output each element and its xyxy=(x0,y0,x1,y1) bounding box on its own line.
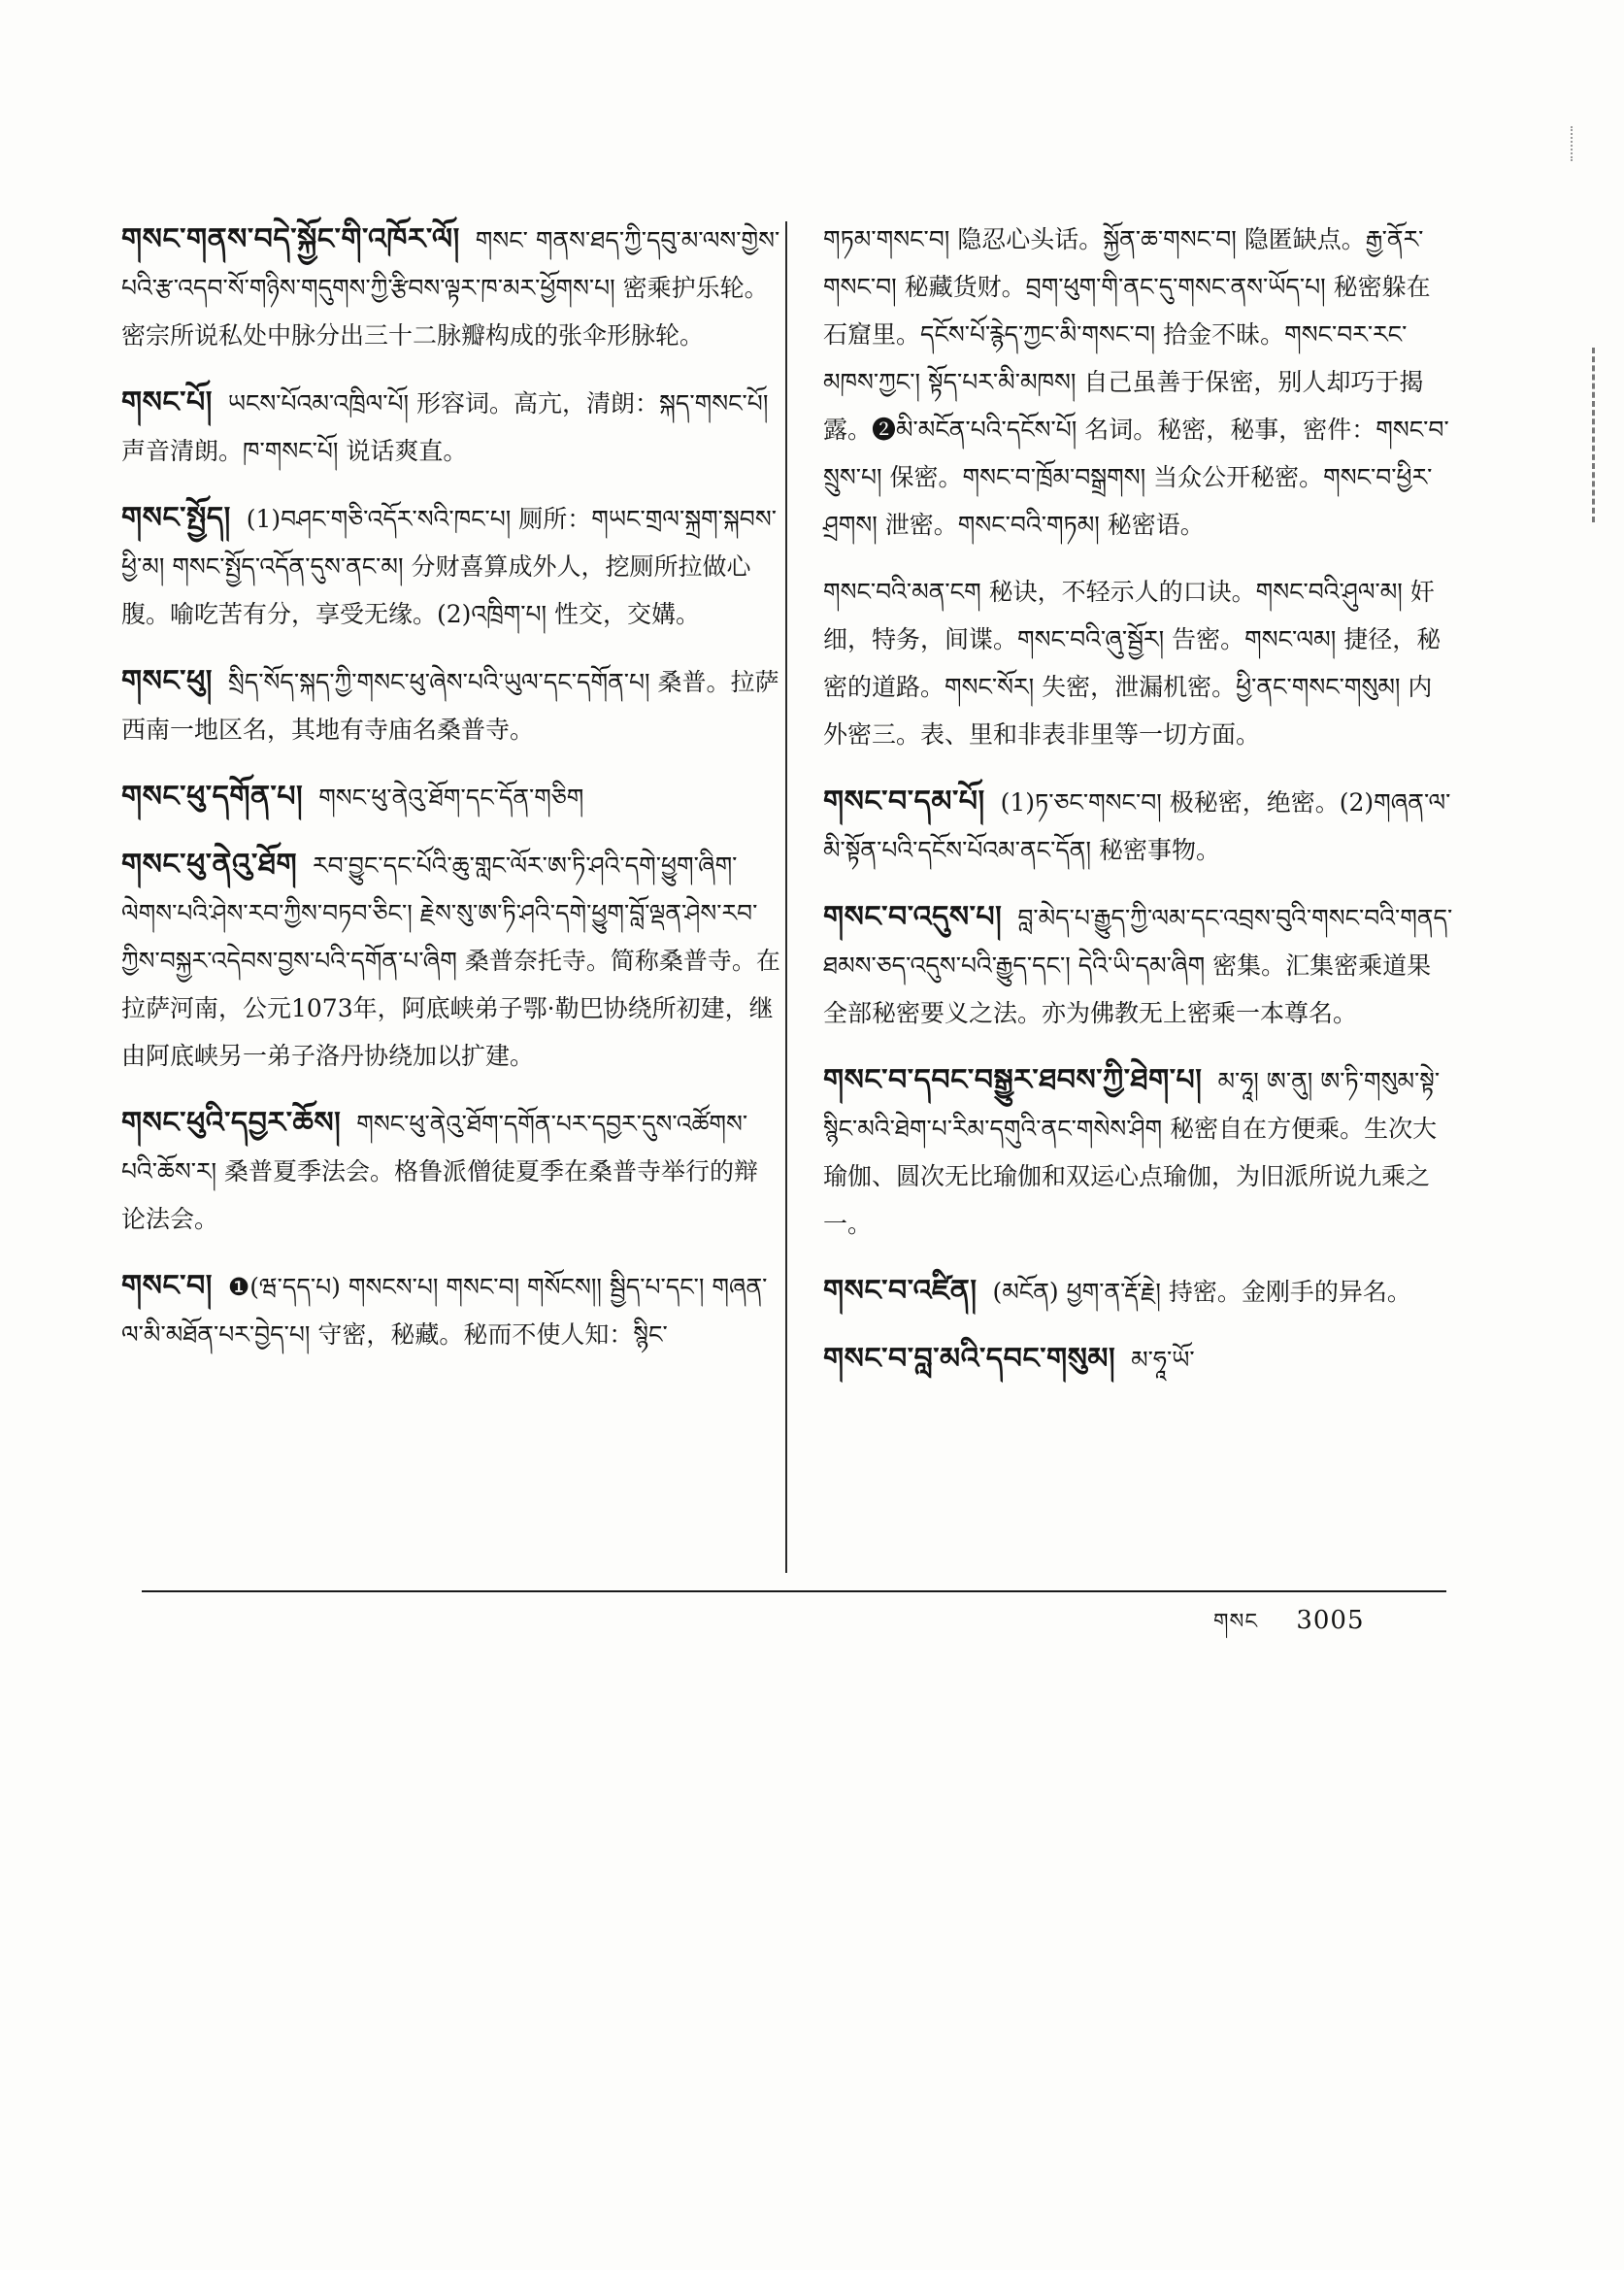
entry-text xyxy=(823,1267,1454,1316)
dictionary-entry xyxy=(823,778,1454,874)
entry-text xyxy=(823,568,1454,758)
entry-definition: གསང་ གནས་ཐད་ཀྱི་དབུ་མ་ལས་གྱེས་པའི་རྩ་འདབ་སོ་གཉིས་གདུགས་ཀྱི་རྩིབས་ལྟར་ཁ་མར་ཕྱོགས་པ། 密乘护乐轮。密宗所说私处中脉分出三十二脉瓣构成的张伞形脉轮。 xyxy=(121,226,780,350)
entry-definition: གསང་བའི་མན་ངག 秘诀，不轻示人的口诀。གསང་བའི་ཤུལ་མ། 奸细，特务，间谍。གསང་བའི་ཞུ་སྦྱོར། 告密。གསང་ལམ། 捷径，秘密的道路。གསང་སོར། 失密，泄漏机密。ཕྱི་ནང་གསང་གསུམ། 内外密三。表、里和非表非里等一切方面。 xyxy=(823,578,1442,749)
dictionary-entry xyxy=(121,841,781,1080)
footer-rule xyxy=(142,1590,1446,1592)
entry-definition: མ་ཧཱ་ཡོ་ xyxy=(1131,1346,1195,1374)
entry-definition: རབ་བྱུང་དང་པོའི་ཆུ་གླང་ལོར་ཨ་ཏི་ཤའི་དགེ་ཕྱུག་ཞིག་ལེགས་པའི་ཤེས་རབ་ཀྱིས་བཏབ་ཅིང་། རྗེས་སུ་ཨ་ཏི་ཤའི་དགེ་ཕྱུག་བློ་ལྡན་ཤེས་རབ་ཀྱིས་བསྐྱར་འདེབས་བྱས་པའི་དགོན་པ་ཞིག 桑普奈托寺。简称桑普寺。在拉萨河南，公元1073年，阿底峡弟子鄂·勒巴协绕所初建，继由阿底峡另一弟子洛丹协绕加以扩建。 xyxy=(121,851,780,1070)
entry-headword: གསང་བ། xyxy=(121,1269,213,1303)
entry-text xyxy=(121,1099,781,1243)
entry-text xyxy=(121,494,781,638)
entry-definition: ཡངས་པོའམ་འཁྲིལ་པོ། 形容词。高亢，清朗：སྐད་གསང་པོ། 声音清朗。ཁ་གསང་པོ། 说话爽直。 xyxy=(121,389,769,465)
entry-text xyxy=(121,216,781,359)
dictionary-entry-continued xyxy=(823,568,1454,758)
entry-headword: གསང་ཕུ། xyxy=(121,664,213,698)
entry-headword: གསང་སྤྱོད། xyxy=(121,501,231,535)
entry-definition: (མངོན) ཕྱག་ན་རྡོ་རྗེ། 持密。金刚手的异名。 xyxy=(992,1278,1411,1306)
scan-margin-dots xyxy=(1571,126,1584,161)
entry-headword: གསང་ཕུ་དགོན་པ། xyxy=(121,780,304,814)
dictionary-entry-continued xyxy=(823,216,1454,549)
dictionary-entry xyxy=(823,1335,1454,1384)
page-footer xyxy=(1213,1597,1446,1636)
entry-definition: (1)ཏ་ཅང་གསང་བ། 极秘密，绝密。(2)གཞན་ལ་མི་སྟོན་པའི་དངོས་པོའམ་ནང་དོན། 秘密事物。 xyxy=(823,788,1451,864)
entry-headword: གསང་བ་བླ་མའི་དབང་གསུམ། xyxy=(823,1342,1116,1376)
dictionary-entry xyxy=(121,773,781,821)
entry-text xyxy=(823,893,1454,1037)
entry-headword: གསང་གནས་བདེ་སྐྱོང་གི་འཁོར་ལོ། xyxy=(121,222,460,256)
entry-headword: གསང་ཕུའི་དབྱར་ཆོས། xyxy=(121,1106,342,1140)
dictionary-entry xyxy=(121,657,781,753)
dictionary-entry xyxy=(823,1267,1454,1316)
entry-headword: གསང་བ་དབང་བསྒྱུར་ཐབས་ཀྱི་ཐེག་པ། xyxy=(823,1063,1203,1097)
entry-headword: གསང་བ་དམ་པོ། xyxy=(823,784,985,818)
right-column xyxy=(823,216,1454,1403)
dictionary-entry xyxy=(121,1262,781,1358)
entry-text xyxy=(121,773,781,821)
scan-margin-marks xyxy=(1592,348,1607,522)
entry-definition: གསང་ཕུ་ནེའུ་ཐོག་དང་དོན་གཅིག xyxy=(318,784,584,812)
dictionary-entry xyxy=(121,216,781,359)
dictionary-entry xyxy=(823,1056,1454,1248)
dictionary-entry xyxy=(121,379,781,475)
entry-definition: ❶(ཝ་དད་པ) གསངས་པ། གསང་བ། གསོངས།། སྦྱིད་པ་དང་། གཞན་ལ་མི་མཐོན་པར་བྱེད་པ། 守密，秘藏。秘而不使人知：སྙིང་ xyxy=(121,1273,768,1349)
entry-headword: གསང་པོ། xyxy=(121,385,213,419)
entry-text xyxy=(121,657,781,753)
entry-definition: སྲིད་སོད་སྐད་ཀྱི་གསང་ཕུ་ཞེས་པའི་ཡུལ་དང་དགོན་པ། 桑普。拉萨西南一地区名，其地有寺庙名桑普寺。 xyxy=(121,668,779,744)
entry-text xyxy=(121,841,781,1080)
entry-definition: བླ་མེད་པ་རྒྱུད་ཀྱི་ལམ་དང་འབྲས་བུའི་གསང་བའི་གནད་ཐམས་ཅད་འདུས་པའི་རྒྱུད་དང་། དེའི་ཡི་དམ་ཞིག 密集。汇集密乘道果全部秘密要义之法。亦为佛教无上密乘一本尊名。 xyxy=(823,904,1453,1027)
entry-headword: གསང་བ་འདུས་པ། xyxy=(823,900,1003,934)
column-divider xyxy=(785,221,787,1573)
entry-text xyxy=(121,379,781,475)
entry-definition: (1)བཤང་གཅི་འདོར་སའི་ཁང་པ། 厕所：གཡང་གྲལ་སྐྲག་སྐབས་ཕྱི་མ། གསང་སྤྱོད་འདོན་དུས་ནང་མ། 分财喜算成外人，挖厕所拉做心腹。喻吃苦有分，享受无缘。(2)འཁྲིག་པ། 性交，交媾。 xyxy=(121,505,777,628)
entry-headword: གསང་བ་འཛིན། xyxy=(823,1274,978,1308)
dictionary-entry xyxy=(823,893,1454,1037)
entry-text xyxy=(823,778,1454,874)
entry-text xyxy=(823,1056,1454,1248)
page-number: 3005 xyxy=(1296,1606,1365,1635)
dictionary-entry xyxy=(121,494,781,638)
footer-headword: གསང xyxy=(1213,1610,1259,1634)
entry-definition: གསང་ཕུ་ནེའུ་ཐོག་དགོན་པར་དབྱར་དུས་འཚོགས་པའི་ཆོས་ར། 桑普夏季法会。格鲁派僧徒夏季在桑普寺举行的辩论法会。 xyxy=(121,1110,759,1233)
entry-text xyxy=(823,1335,1454,1384)
entry-definition: མ་ཧཱ། ཨ་ནུ། ཨ་ཏི་གསུམ་སྟེ་སྙིང་མའི་ཐེག་པ་རིམ་དགུའི་ནང་གསེས་ཤིག 秘密自在方便乘。生次大瑜伽、圆次无比瑜伽和双运心点瑜伽，为旧派所说九乘之一。 xyxy=(823,1067,1441,1238)
entry-text xyxy=(823,216,1454,549)
dictionary-entry xyxy=(121,1099,781,1243)
entry-text xyxy=(121,1262,781,1358)
entry-definition: གཏམ་གསང་བ། 隐忍心头话。སྐྱོན་ཆ་གསང་བ། 隐匿缺点。རྒྱ་ནོར་གསང་བ། 秘藏货财。བྲག་ཕུག་གི་ནང་དུ་གསང་ནས་ཡོད་པ། 秘密躲在石窟里。དངོས་པོ་རྙེད་ཀྱང་མི་གསང་བ། 拾金不昧。གསང་བར་རང་མཁས་ཀྱང་། སྟོད་པར་མི་མཁས། 自己虽善于保密，别人却巧于揭露。❷མི་མངོན་པའི་དངོས་པོ། 名词。秘密，秘事，密件：གསང་བ་སྲུས་པ། 保密。གསང་བ་ཁྲོམ་བསྒྲགས། 当众公开秘密。གསང་བ་ཕྱིར་ཤྲགས། 泄密。གསང་བའི་གཏམ། 秘密语。 xyxy=(823,225,1449,539)
entry-headword: གསང་ཕུ་ནེའུ་ཐོག xyxy=(121,848,298,882)
left-column xyxy=(121,216,781,1378)
